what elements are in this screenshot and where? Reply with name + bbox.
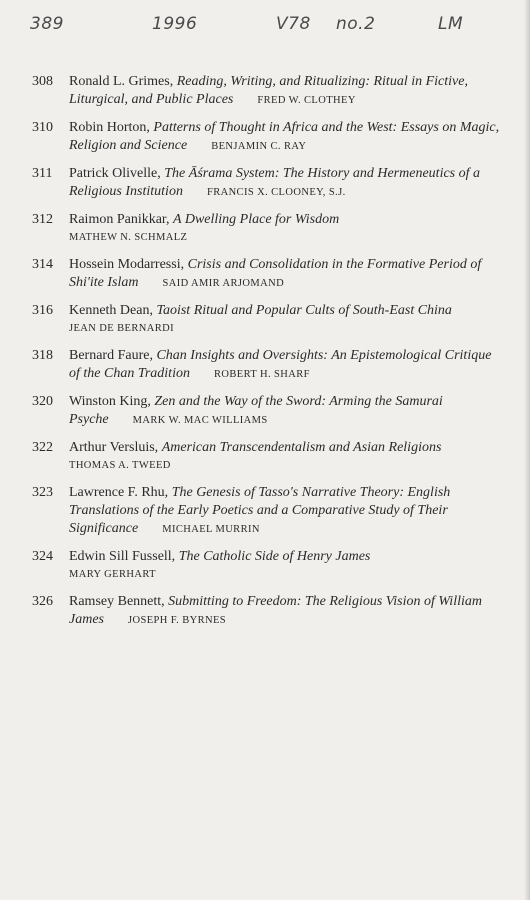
handwritten-note: 389 (30, 14, 64, 34)
book-title: Patterns of Thought in Africa and the West: Essays on Magic, Religion and Science (69, 120, 500, 153)
reviewer: FRED W. CLOTHEY (257, 95, 356, 106)
page-number: 314 (32, 257, 53, 272)
list-item (30, 256, 500, 293)
book-title: The Genesis of Tasso's Narrative Theory: English Translations of the Early Poetics and a Comparative Study of Their Significance (69, 485, 451, 536)
author: Lawrence F. Rhu, (69, 485, 172, 500)
list-item (30, 347, 500, 384)
list-item (30, 484, 500, 539)
reviewer: JEAN DE BERNARDI (69, 323, 174, 334)
entry-text (69, 439, 500, 475)
book-title: American Transcendentalism and Asian Religions (161, 440, 442, 455)
list-item (30, 548, 500, 584)
author: Winston King, (69, 394, 155, 409)
author: Edwin Sill Fussell, (69, 549, 179, 564)
page-number: 326 (32, 594, 53, 609)
page-number: 308 (32, 74, 53, 89)
reviewer: MATHEW N. SCHMALZ (69, 232, 188, 243)
reviewer: SAID AMIR ARJOMAND (162, 278, 285, 289)
page-number: 316 (32, 303, 53, 318)
list-item (30, 302, 500, 338)
list-item (30, 593, 500, 630)
book-title: Crisis and Consolidation in the Formative Period of Shi'ite Islam (69, 257, 482, 290)
entry-text (69, 211, 500, 247)
entry-text (69, 165, 500, 202)
entry-text (69, 302, 500, 338)
review-list (30, 73, 500, 639)
handwritten-note: no.2 (336, 14, 376, 34)
page-edge (524, 0, 530, 900)
page-number: 322 (32, 440, 53, 455)
list-item (30, 393, 500, 430)
entry-text (69, 119, 500, 156)
page-number: 323 (32, 485, 53, 500)
author: Kenneth Dean, (69, 303, 157, 318)
book-title: A Dwelling Place for Wisdom (173, 212, 340, 227)
page-number: 310 (32, 120, 53, 135)
page-number: 312 (32, 212, 53, 227)
reviewer: MICHAEL MURRIN (162, 524, 260, 535)
author: Arthur Versluis, (69, 440, 162, 455)
entry-text (69, 393, 500, 430)
book-title: Submitting to Freedom: The Religious Vision of William James (69, 594, 482, 627)
reviewer: BENJAMIN C. RAY (211, 141, 307, 152)
entry-text (69, 593, 500, 630)
list-item (30, 439, 500, 475)
book-title: The Catholic Side of Henry James (178, 549, 371, 564)
entry-text (69, 347, 500, 384)
book-title: Zen and the Way of the Sword: Arming the Samurai Psyche (69, 394, 443, 427)
list-item (30, 119, 500, 156)
handwritten-note: V78 (276, 14, 311, 34)
reviewer: JOSEPH F. BYRNES (128, 615, 227, 626)
page-number: 324 (32, 549, 53, 564)
entry-text (69, 548, 500, 584)
handwritten-note: 1996 (152, 14, 198, 34)
reviewer: THOMAS A. TWEED (69, 460, 171, 471)
author: Hossein Modarressi, (69, 257, 188, 272)
entry-text (69, 73, 500, 110)
page-number: 311 (32, 166, 53, 181)
list-item (30, 211, 500, 247)
book-title: The Āśrama System: The History and Hermeneutics of a Religious Institution (69, 166, 481, 199)
author: Patrick Olivelle, (69, 166, 165, 181)
list-item (30, 73, 500, 110)
reviewer: MARK W. MAC WILLIAMS (132, 415, 268, 426)
list-item (30, 165, 500, 202)
author: Bernard Faure, (69, 348, 157, 363)
book-title: Taoist Ritual and Popular Cults of South-East China (156, 303, 452, 318)
entry-text (69, 256, 500, 293)
handwritten-note: LM (438, 14, 464, 34)
page-number: 320 (32, 394, 53, 409)
author: Ronald L. Grimes, (69, 74, 177, 89)
reviewer: FRANCIS X. CLOONEY, S.J. (206, 187, 346, 198)
reviewer: MARY GERHART (69, 569, 156, 580)
author: Raimon Panikkar, (69, 212, 174, 227)
author: Ramsey Bennett, (69, 594, 169, 609)
reviewer: ROBERT H. SHARF (213, 369, 310, 380)
entry-text (69, 484, 500, 539)
page-number: 318 (32, 348, 53, 363)
author: Robin Horton, (69, 120, 154, 135)
book-title: Chan Insights and Oversights: An Epistemological Critique of the Chan Tradition (69, 348, 492, 381)
book-title: Reading, Writing, and Ritualizing: Ritual in Fictive, Liturgical, and Public Places (69, 74, 468, 107)
